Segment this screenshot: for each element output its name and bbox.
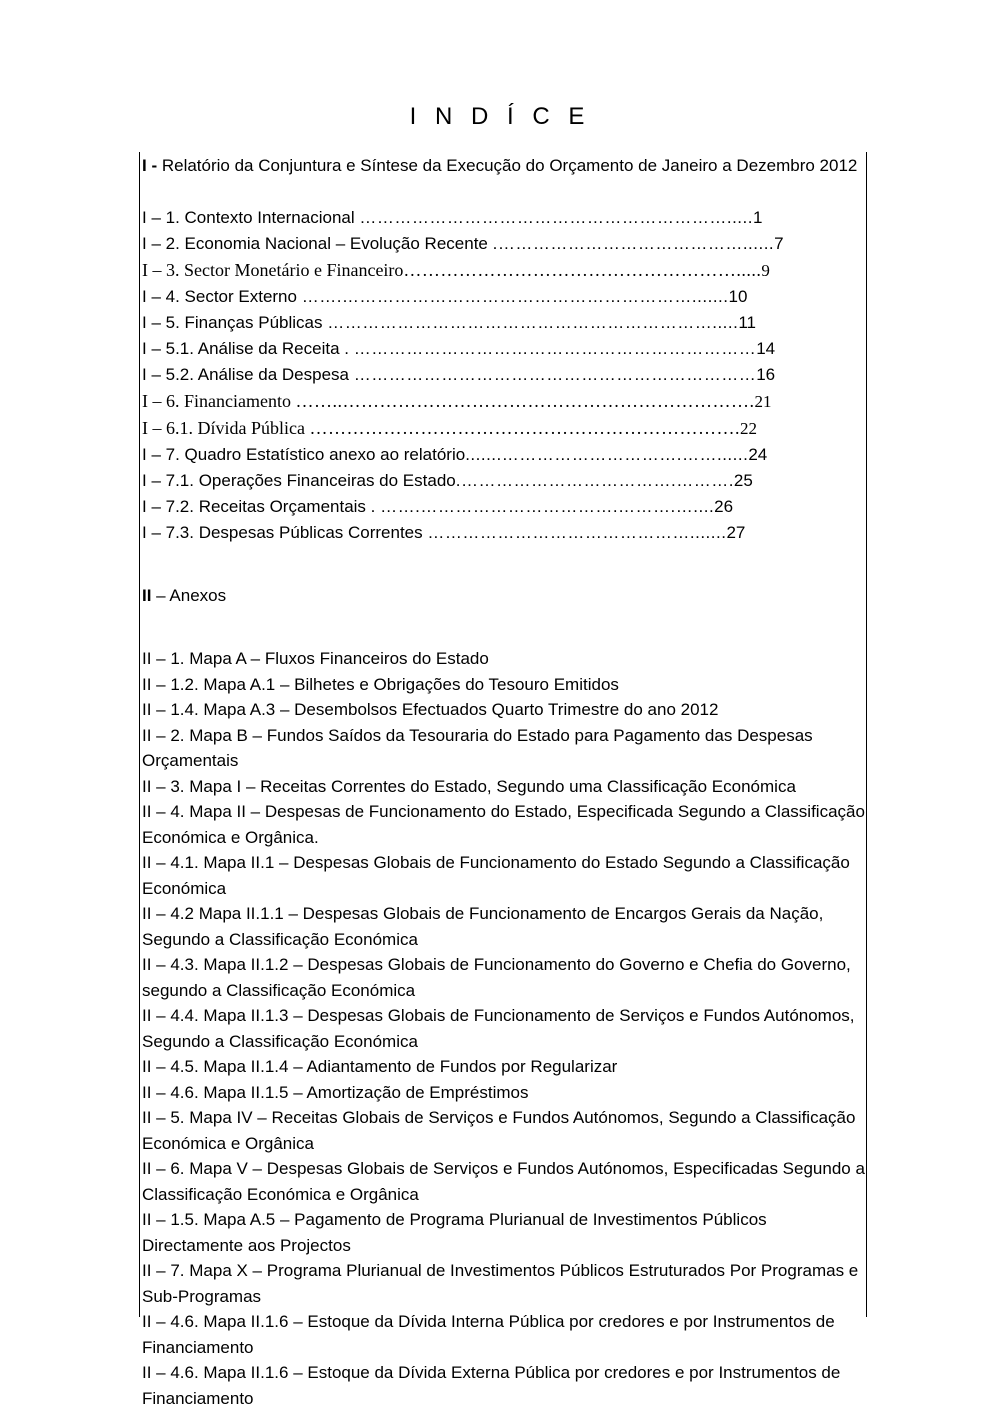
toc-entry-leader: …………………………………………………………… [353,365,757,384]
section-one-heading [142,152,870,179]
toc-entry[interactable] [142,231,870,257]
toc-entry-page-number: 11 [738,313,756,332]
toc-entry-leader: .……………………………………...... [492,234,775,253]
annex-entry[interactable]: II – 1.5. Mapa A.5 – Pagamento de Programa Plurianual de Investimentos Públicos Directamente aos Projectos [142,1210,767,1255]
toc-entry-label: I – 5.2. Análise da Despesa [142,365,354,384]
toc-entry-label: I – 2. Economia Nacional – Evolução Recente [142,234,493,253]
toc-entry-label: I – 7. Quadro Estatístico anexo ao relatório [142,445,466,464]
annex-entry[interactable]: II – 6. Mapa V – Despesas Globais de Serviços e Fundos Autónomos, Especificadas Segundo a Classificação Económica e Orgânica [142,1159,865,1204]
toc-entry[interactable] [142,468,870,494]
toc-entry-label: I – 3. Sector Monetário e Financeiro [142,260,404,280]
section-two-heading-text: – Anexos [151,586,227,605]
spacer [140,626,870,646]
annex-entry[interactable]: II – 4.6. Mapa II.1.6 – Estoque da Dívida Externa Pública por credores e por Instrumentos de Financiamento [142,1363,841,1408]
toc-entry[interactable] [142,442,870,468]
toc-entry-leader: ………………………………………………..... [403,260,762,280]
toc-entry[interactable] [142,494,870,520]
toc-entry-page-number: 26 [714,497,734,516]
toc-entry-label: I – 6.1. Dívida Pública [142,418,310,438]
toc-entry-leader: …………………………………………………………… [353,339,757,358]
annex-entry[interactable]: II – 4.3. Mapa II.1.2 – Despesas Globais de Funcionamento do Governo e Chefia do Governo, segundo a Classificação Económica [142,955,851,1000]
toc-entry[interactable] [142,362,870,388]
toc-entry[interactable] [142,310,870,336]
toc-entry-leader: .......………………………….……...... [465,445,749,464]
toc-entry-label: I – 6. Financiamento [142,391,296,411]
annex-entry[interactable]: II – 1.2. Mapa A.1 – Bilhetes e Obrigações do Tesouro Emitidos [142,674,619,694]
annex-entry[interactable]: II – 4.6. Mapa II.1.6 – Estoque da Dívida Interna Pública por credores e por Instrumentos de Financiamento [142,1312,835,1357]
toc-entry-page-number: 16 [756,365,776,384]
annex-entry[interactable]: II – 7. Mapa X – Programa Plurianual de Investimentos Públicos Estruturados Por Programas e Sub-Programas [142,1261,859,1306]
toc-entry-leader: …………………………………………………………..... [327,313,739,332]
section-two-heading-prefix: II [142,586,152,605]
toc-entry-leader: ……..…………………………………………………………. [295,391,755,411]
toc-entry[interactable] [142,520,870,546]
toc-entry-leader: ……………………………………………………………. [309,418,740,438]
toc-entry-label: I – 7.2. Receitas Orçamentais . [142,497,381,516]
section-one-heading-text: Relatório da Conjuntura e Síntese da Execução do Orçamento de Janeiro a Dezembro 2012 [161,156,858,175]
toc-entry-page-number: 10 [728,287,748,306]
toc-entry-leader: ………………………………………....... [427,523,727,542]
toc-entry[interactable] [142,284,870,310]
toc-entry-page-number: 7 [774,234,784,253]
toc-entry-leader: …….…………………………….……….….... [380,497,715,516]
toc-entry-page-number: 21 [754,392,772,411]
annex-entry[interactable]: II – 4.5. Mapa II.1.4 – Adiantamento de Fundos por Regularizar [142,1057,618,1076]
annex-entry[interactable]: II – 2. Mapa B – Fundos Saídos da Tesouraria do Estado para Pagamento das Despesas Orçamentais [142,725,813,770]
toc-entry-page-number: 14 [756,339,776,358]
section-two-heading [140,583,870,609]
toc-entry[interactable] [142,336,870,362]
toc-entry-label: I – 7.3. Despesas Públicas Correntes [142,523,428,542]
annex-entry[interactable]: II – 4.1. Mapa II.1 – Despesas Globais de Funcionamento do Estado Segundo a Classificação Económica [142,853,850,898]
toc-entry-label: I – 7.1. Operações Financeiras do Estado [142,471,456,490]
toc-entry[interactable] [142,257,870,284]
toc-entry-page-number: 22 [739,419,757,438]
toc-entry-leader: ………………………………………………………..... [359,208,753,227]
toc-entry-page-number: 9 [761,261,770,280]
toc-entry[interactable] [142,205,870,231]
toc-entry-label: I – 1. Contexto Internacional [142,208,360,227]
annex-entry[interactable]: II – 4.2 Mapa II.1.1 – Despesas Globais de Funcionamento de Encargos Gerais da Nação, Segundo a Classificação Económica [142,904,824,949]
toc-entry-page-number: 27 [726,523,746,542]
annex-entry[interactable]: II – 4.4. Mapa II.1.3 – Despesas Globais de Funcionamento de Serviços e Fundos Autónomos, Segundo a Classificação Económica [142,1006,855,1051]
annex-entry[interactable]: II – 1. Mapa A – Fluxos Financeiros do Estado [142,649,489,668]
toc-entry[interactable] [142,388,870,415]
section-one-heading-prefix: I - [142,156,162,175]
toc-content [140,152,870,1411]
annex-entry[interactable]: II – 5. Mapa IV – Receitas Globais de Serviços e Fundos Autónomos, Segundo a Classificação Económica e Orgânica [142,1108,856,1153]
toc-entry-leader: …….……………………………………………………....... [301,287,729,306]
toc-entry[interactable] [142,415,870,442]
toc-entry-label: I – 5.1. Análise da Receita . [142,339,354,358]
annex-entry[interactable]: II – 4.6. Mapa II.1.5 – Amortização de Empréstimos [142,1082,529,1102]
section-two-entries [140,646,870,1411]
toc-entry-page-number: 25 [733,471,753,490]
toc-entry-page-number: 1 [752,208,763,227]
page-title: I N D Í C E [409,103,591,130]
toc-entry-leader: .……………………………….………. [455,471,734,490]
section-one-entries [140,205,870,546]
annex-entry[interactable]: II – 1.4. Mapa A.3 – Desembolsos Efectuados Quarto Trimestre do ano 2012 [142,700,719,719]
spacer [140,546,870,566]
spacer [140,179,870,205]
toc-entry-label: I – 5. Finanças Públicas [142,313,328,332]
toc-entry-label: I – 4. Sector Externo [142,287,302,306]
annex-entry[interactable]: II – 3. Mapa I – Receitas Correntes do Estado, Segundo uma Classificação Económica [142,776,796,796]
annex-entry[interactable]: II – 4. Mapa II – Despesas de Funcionamento do Estado, Especificada Segundo a Classificação Económica e Orgânica. [142,802,865,847]
toc-entry-page-number: 24 [748,445,768,464]
